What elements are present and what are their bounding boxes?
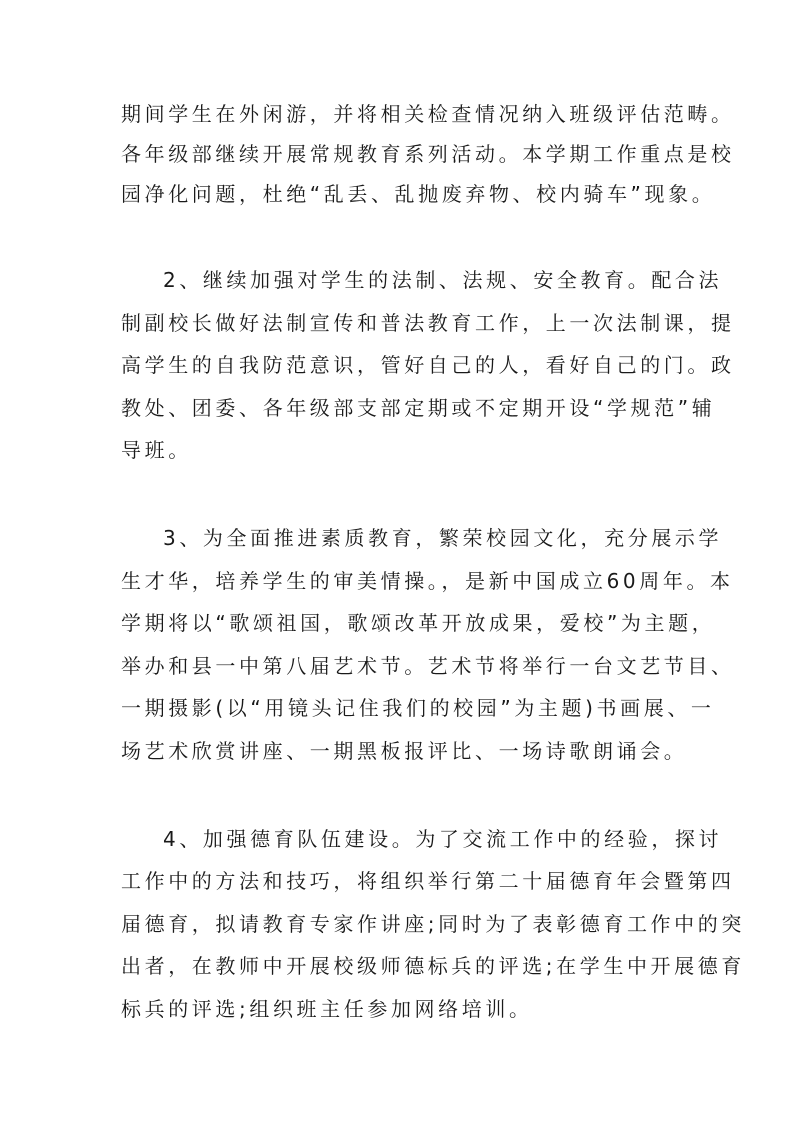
text-line: 工作中的方法和技巧，将组织举行第二十届德育年会暨第四 [121, 869, 735, 894]
text-line: 4、加强德育队伍建设。为了交流工作中的经验，探讨 [163, 826, 723, 851]
text-line: 出者，在教师中开展校级师德标兵的评选;在学生中开展德育 [121, 954, 745, 979]
text-line: 届德育，拟请教育专家作讲座;同时为了表彰德育工作中的突 [121, 911, 745, 936]
text-line: 2、继续加强对学生的法制、法规、安全教育。配合法 [163, 268, 723, 292]
text-line: 制副校长做好法制宣传和普法教育工作，上一次法制课，提 [121, 310, 735, 335]
text-line: 生才华，培养学生的审美情操。，是新中国成立60周年。本 [121, 568, 734, 593]
document-page [121, 94, 745, 1031]
paragraph-item-3 [121, 517, 735, 773]
text-line: 教处、团委、各年级部支部定期或不定期开设“学规范”辅 [121, 395, 716, 420]
text-line: 各年级部继续开展常规教育系列活动。本学期工作重点是校 [121, 142, 735, 166]
text-line: 学期将以“歌颂祖国，歌颂改革开放成果，爱校”为主题， [121, 611, 716, 636]
text-line: 标兵的评选;组织班主任参加网络培训。 [121, 996, 533, 1021]
text-line: 一期摄影(以“用镜头记住我们的校园”为主题)书画展、一 [121, 696, 715, 721]
text-line: 期间学生在外闲游，并将相关检查情况纳入班级评估范畴。 [121, 102, 735, 126]
text-line: 高学生的自我防范意识，管好自己的人，看好自己的门。政 [121, 353, 735, 378]
paragraph-continuation [121, 94, 735, 214]
text-line: 园净化问题，杜绝“乱丢、乱抛废弃物、校内骑车”现象。 [121, 182, 716, 206]
text-line: 举办和县一中第八届艺术节。艺术节将举行一台文艺节目、 [121, 653, 735, 678]
paragraph-item-2 [121, 259, 735, 472]
paragraph-item-4 [121, 818, 745, 1031]
text-line: 导班。 [121, 438, 192, 463]
text-line: 3、为全面推进素质教育，繁荣校园文化，充分展示学 [163, 525, 723, 550]
text-line: 场艺术欣赏讲座、一期黑板报评比、一场诗歌朗诵会。 [121, 738, 688, 763]
